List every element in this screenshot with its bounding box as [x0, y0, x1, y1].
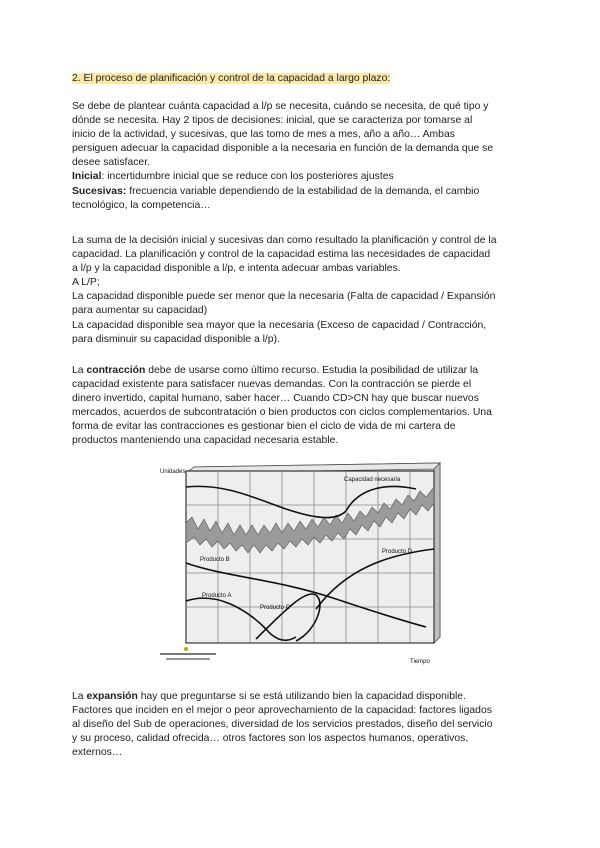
paragraph-expansion: [72, 690, 532, 760]
text-line: mercados, acuerdos de subcontratación o bien productos con ciclos complementarios. Una: [72, 407, 492, 419]
expansion-line: La expansión hay que preguntarse si se está utilizando bien la capacidad disponible.: [72, 691, 466, 702]
text-line: persiguen adecuar la capacidad disponible a la necesaria en función de la demanda que se: [72, 143, 494, 155]
text-line: externos…: [72, 747, 123, 759]
text-line: A L/P;: [72, 277, 100, 289]
sucesivas-label: Sucesivas:: [72, 185, 127, 197]
capacity-lifecycle-figure: [156, 459, 442, 671]
text-line: al diseño del Sub de operaciones, diversidad de los servicios prestados, diseño del servicio: [72, 719, 493, 731]
sucesivas-text: frecuencia variable dependiendo de la estabilidad de la demanda, el cambio: [126, 185, 480, 197]
product-d-label: Producto D: [382, 549, 413, 555]
paragraph-intro: [72, 100, 532, 213]
contraccion-line: La contracción debe de usarse como último recurso. Estudia la posibilidad de utilizar la: [72, 365, 479, 376]
text-line: para aumentar su capacidad): [72, 305, 208, 317]
text-line: tecnológico, la competencia…: [72, 199, 211, 211]
contraccion-label: contracción: [86, 365, 146, 376]
text-line: Factores que inciden en el mejor o peor aprovechamiento de la capacidad: factores ligados: [72, 705, 492, 717]
paragraph-contraccion: [72, 364, 532, 449]
section-heading: 2. El proceso de planificación y control de la capacidad a largo plazo:: [72, 73, 391, 84]
expansion-label: expansión: [86, 691, 138, 702]
paragraph-planning: [72, 234, 532, 347]
text-line: dinero invertido, capital humano, saber hacer… Cuando CD>CN hay que buscar nuevos: [72, 393, 479, 405]
text-line: a l/p y la capacidad disponible a l/p, e intenta adecuar ambas variables.: [72, 263, 401, 275]
text-line: La suma de la decisión inicial y sucesivas dan como resultado la planificación y control de la: [72, 235, 497, 246]
inicial-line: [72, 170, 532, 184]
x-axis-label: Tiempo: [410, 659, 430, 665]
text-line: capacidad. La planificación y control de la capacidad estima las necesidades de capacidad: [72, 249, 491, 261]
inicial-text: : incertidumbre inicial que se reduce con los posteriores ajustes: [101, 171, 394, 183]
text-line: productos manteniendo una capacidad necesaria estable.: [72, 435, 339, 447]
y-axis-label: Unidades: [160, 469, 186, 475]
text-line: Se debe de plantear cuánta capacidad a l/p se necesita, cuándo se necesita, de qué tipo y: [72, 101, 489, 112]
figure-drawing: [156, 459, 442, 671]
text-line: dónde se necesita. Hay 2 tipos de decisiones: inicial, que se caracteriza por tomarse al: [72, 115, 473, 127]
sucesivas-line: [72, 185, 532, 199]
product-b-label: Producto B: [200, 557, 230, 563]
inicial-label: Inicial: [72, 171, 102, 183]
text-line: capacidad existente para satisfacer nuevas demandas. Con la contracción se pierde el: [72, 379, 472, 391]
text-line: La capacidad disponible puede ser menor que la necesaria (Falta de capacidad / Expansión: [72, 291, 496, 303]
source-stamp: [160, 647, 216, 660]
text-line: y su proceso, calidad ofrecida… otros factores son los aspectos humanos, operativos,: [72, 733, 469, 745]
text-line: forma de evitar las contracciones es gestionar bien el ciclo de vida de mi cartera de: [72, 421, 456, 433]
product-a-label: Producto A: [202, 593, 232, 599]
text-line: inicio de la actividad, y sucesivas, que las tomo de mes a mes, año a año… Ambas: [72, 129, 455, 141]
text-line: La capacidad disponible sea mayor que la necesaria (Exceso de capacidad / Contracción,: [72, 319, 487, 331]
text-line: para disminuir su capacidad disponible a l/p).: [72, 333, 280, 345]
product-c-label: Producto C: [260, 605, 291, 611]
capacity-curve-label: Capacidad necesaria: [344, 477, 401, 483]
text-line: desee satisfacer.: [72, 157, 150, 169]
